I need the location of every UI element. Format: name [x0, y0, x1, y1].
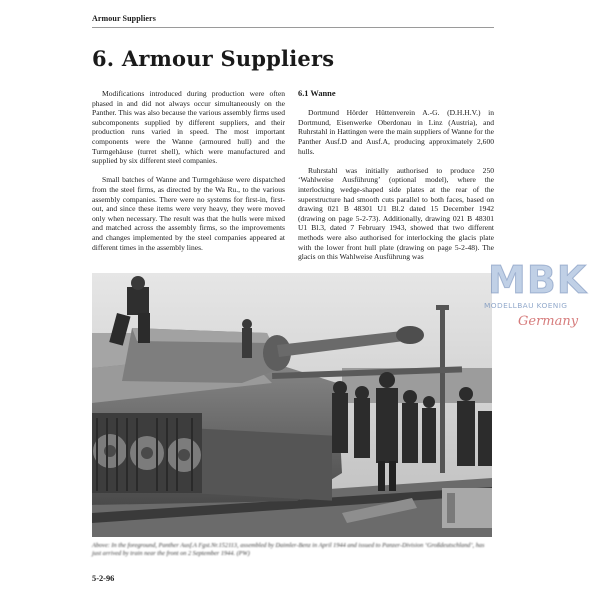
watermark-logo: MBK	[488, 258, 588, 302]
page-number: 5-2-96	[92, 574, 115, 583]
watermark-subtitle: MODELLBAU KOENIG	[484, 301, 568, 310]
left-column	[92, 89, 285, 262]
watermark-country: Germany	[518, 314, 579, 329]
paragraph: Modifications introduced during production were often phased in and did not always occur simultaneously on the Panther. This was also because the various assembly firms used subcomponents supplied by different suppliers, and their production runs varied in speed. The most important components were the Wanne (armoured hull) and the Turmgehäuse (turret shell), which were manufactured and supplied by six different steel companies.	[92, 89, 285, 166]
header-rule	[92, 27, 494, 28]
right-column	[298, 89, 494, 271]
tank-photo	[92, 273, 492, 537]
mbk-watermark	[480, 258, 600, 338]
section-title: 6.1 Wanne	[298, 89, 336, 98]
tank-photo-illustration	[92, 273, 492, 537]
paragraph: Ruhrstahl was initially authorised to produce 250 ‘Wahlweise Ausführung’ (optional model), where the interlocking wedge-shaped side plates at the rear of the superstructure had smooth cuts parallel to both faces, based on drawing 021 B 48301 U1 Bl.2 dated 15 December 1942 (drawing on page 5-2-73). Additionally, drawing 021 B 48301 U1 Bl.3, dated 7 February 1943, showed that two different methods were also authorised for interlocking the glacis plate with the lower front hull plate (drawing on page 5-2-48). The glacis on this Wahlweise Ausführung was	[298, 165, 494, 262]
running-head: Armour Suppliers	[92, 14, 156, 23]
photo-caption: Above: In the foreground, Panther Ausf.A Fgst.Nr.152113, assembled by Daimler-Benz in April 1944 and issued to Panzer-Division ‘Großdeutschland’, has just arrived by train near the front on 2 September 1944. (PW)	[92, 542, 485, 558]
paragraph: Small batches of Wanne and Turmgehäuse were dispatched from the steel firms, as directed by the Wa Ru., to the various assembly companies. There were no systems for first-in, first-out, and since these items were very heavy, they were moved only when necessary. The result was that the hulls were mixed and matched across the assembly firms, so the improvements and changes implemented by the steel companies appeared at different times in the assembly lines.	[92, 175, 285, 252]
chapter-title: 6. Armour Suppliers	[92, 46, 335, 71]
paragraph: Dortmund Hörder Hüttenverein A.-G. (D.H.H.V.) in Dortmund, Eisenwerke Oberdonau in Linz (Austria), and Ruhrstahl in Hattingen were the main suppliers of Wanne for the Panther Ausf.D and Ausf.A, producing approximately 2,600 hulls.	[298, 108, 494, 156]
